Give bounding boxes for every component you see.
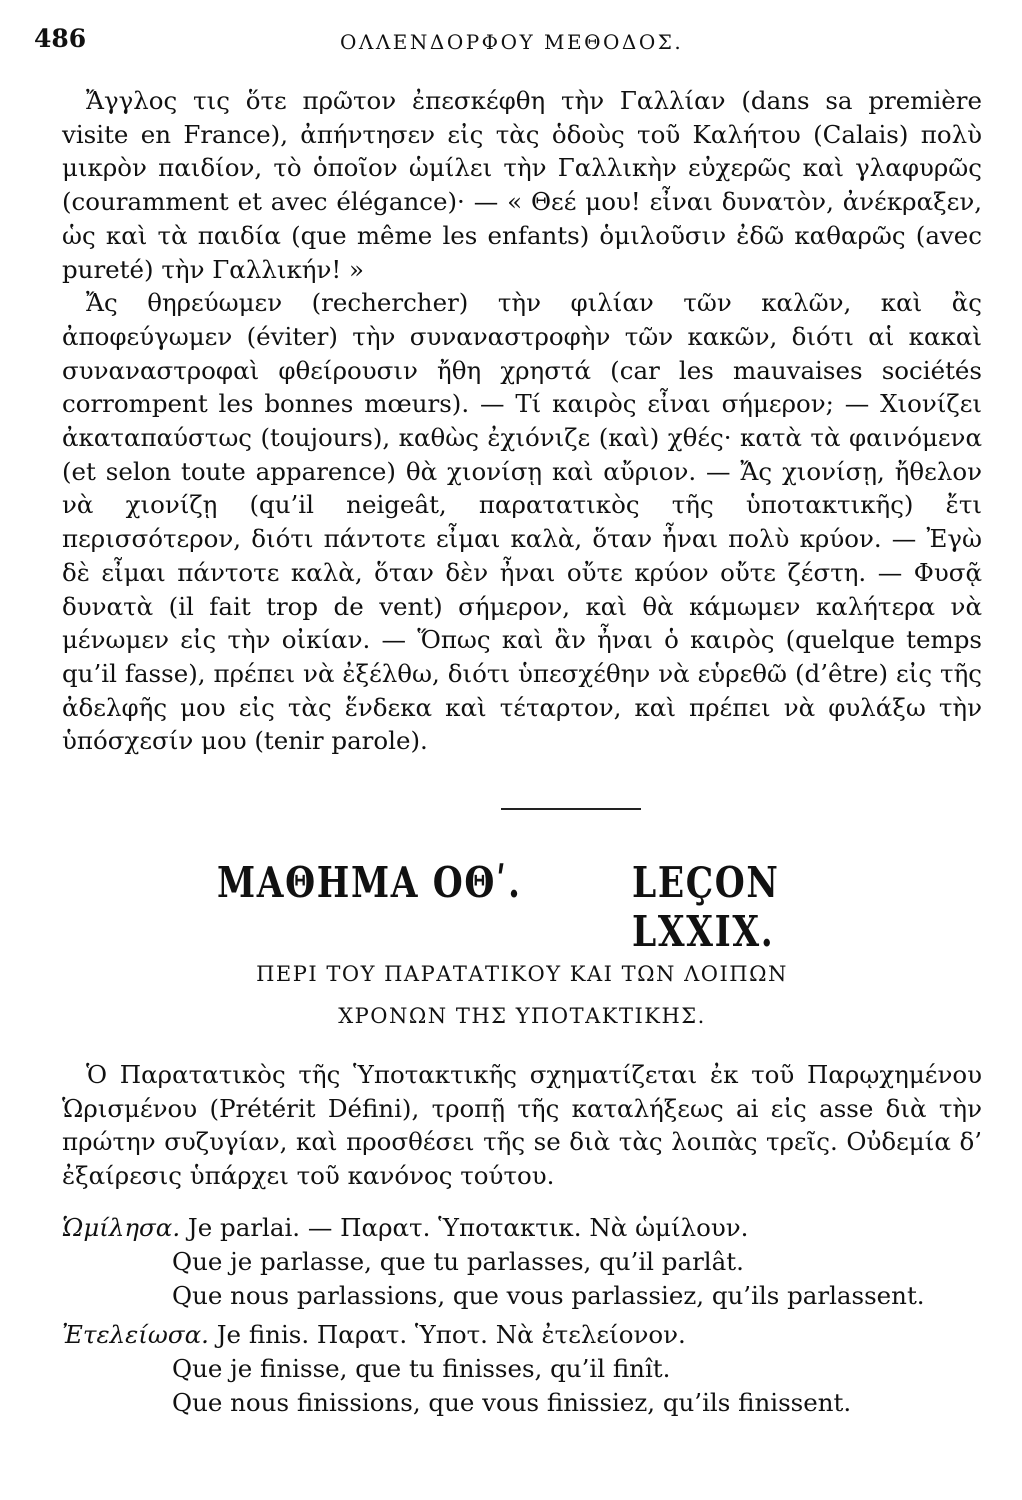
- conjugation-singular: Que je parlasse, que tu parlasses, qu’il parlât.: [172, 1247, 744, 1276]
- anecdote-paragraph: Ἄγγλος τις ὅτε πρῶτον ἐπεσκέφθη τὴν Γαλλίαν (dans sa première visite en France), ἀπήντησεν εἰς τὰς ὁδοὺς τοῦ Καλήτου (Calais) πολὺ μικρὸν παιδίον, τὸ ὁποῖον ὡμίλει τὴν Γαλλικὴν εὐχερῶς καὶ γλαφυρῶς (couramment et avec élégance)· — « Θεέ μου! εἶναι δυνατὸν, ἀνέκραξεν, ὡς καὶ τὰ παιδία (que même les enfants) ὁμιλοῦσιν ἐδῶ καθαρῶς (avec pureté) τὴν Γαλλικήν! »: [62, 86, 982, 284]
- lesson-title-french: LEÇON LXXIX.: [632, 858, 780, 956]
- rule-paragraph: Ὁ Παρατατικὸς τῆς Ὑποτακτικῆς σχηματίζεται ἐκ τοῦ Παρῳχημένου Ὡρισμένου (Prétérit Défini), τροπῇ τῆς καταλήξεως ai εἰς asse διὰ τὴν πρώτην συζυγίαν, καὶ προσθέσει τῆς se διὰ τὰς λοιπὰς τρεῖς. Οὐδεμία δ’ ἐξαίρεσις ὑπάρχει τοῦ κανόνος τούτου.: [62, 1060, 982, 1191]
- page-header: [34, 18, 982, 58]
- exercise-paragraph: Ἄς θηρεύωμεν (rechercher) τὴν φιλίαν τῶν καλῶν, καὶ ἂς ἀποφεύγωμεν (éviter) τὴν συναναστροφὴν τῶν κακῶν, διότι αἱ κακαὶ συναναστροφαὶ φθείρουσιν ἤθη χρηστά (car les mauvaises sociétés corrompent les bonnes mœurs). — Τί καιρὸς εἶναι σήμερον; — Χιονίζει ἀκαταπαύστως (toujours), καθὼς ἐχιόνιζε (καὶ) χθές· κατὰ τὰ φαινόμενα (et selon toute apparence) θὰ χιονίσῃ καὶ αὔριον. — Ἄς χιονίσῃ, ἤθελον νὰ χιονίζῃ (qu’il neigeât, παρατατικὸς τῆς ὑποτακτικῆς) ἔτι περισσότερον, διότι πάντοτε εἶμαι καλὰ, ὅταν ἦναι πολὺ κρύον. — Ἐγὼ δὲ εἶμαι πάντοτε καλὰ, ὅταν δὲν ἦναι οὔτε κρύον οὔτε ζέστη. — Φυσᾷ δυνατὰ (il fait trop de vent) σήμερον, καὶ θὰ κάμωμεν καλήτερα νὰ μένωμεν εἰς τὴν οἰκίαν. — Ὅπως καὶ ἂν ἦναι ὁ καιρὸς (quelque temps qu’il fasse), πρέπει νὰ ἐξέλθω, διότι ὑπεσχέθην νὰ εὑρεθῶ (d’être) εἰς τῆς ἀδελφῆς μου εἰς τὰς ἕνδεκα καὶ τέταρτον, καὶ πρέπει νὰ φυλάξω τὴν ὑπόσχεσίν μου (tenir parole).: [62, 288, 982, 756]
- section-divider: [501, 808, 641, 810]
- section-subtitle-line2: ΧΡΟΝΩΝ ΤΗΣ ΥΠΟΤΑΚΤΙΚΗΣ.: [338, 1004, 706, 1028]
- conjugation-gloss: Je finis. Παρατ. Ὑποτ. Νὰ ἐτελείονον.: [216, 1320, 686, 1349]
- conjugation-head: [62, 1211, 925, 1245]
- conjugation-singular: Que je finisse, que tu finisses, qu’il finît.: [172, 1354, 671, 1383]
- conjugation-block-finir: [62, 1318, 851, 1420]
- conjugation-gloss: Je parlai. — Παρατ. Ὑποτακτικ. Νὰ ὡμίλουν.: [187, 1213, 749, 1242]
- conjugation-block-parler: [62, 1211, 925, 1313]
- book-page: [34, 18, 982, 1417]
- running-title: ΟΛΛΕΝΔΟΡΦΟΥ ΜΕΘΟΔΟΣ.: [340, 30, 684, 54]
- page-number: 486: [34, 24, 87, 53]
- conjugation-plural: Que nous parlassions, que vous parlassiez, qu’ils parlassent.: [172, 1281, 925, 1310]
- lesson-heading: [62, 858, 982, 956]
- conjugation-headword: Ὡμίλησα.: [62, 1213, 181, 1242]
- section-subtitle-line1: ΠΕΡΙ ΤΟΥ ΠΑΡΑΤΑΤΙΚΟΥ ΚΑΙ ΤΩΝ ΛΟΙΠΩΝ: [256, 962, 788, 986]
- conjugation-headword: Ἐτελείωσα.: [62, 1320, 209, 1349]
- conjugation-head: [62, 1318, 851, 1352]
- lesson-title-greek: ΜΑΘΗΜΑ ΟΘʹ.: [217, 858, 522, 907]
- conjugation-plural: Que nous finissions, que vous finissiez, qu’ils finissent.: [172, 1388, 852, 1417]
